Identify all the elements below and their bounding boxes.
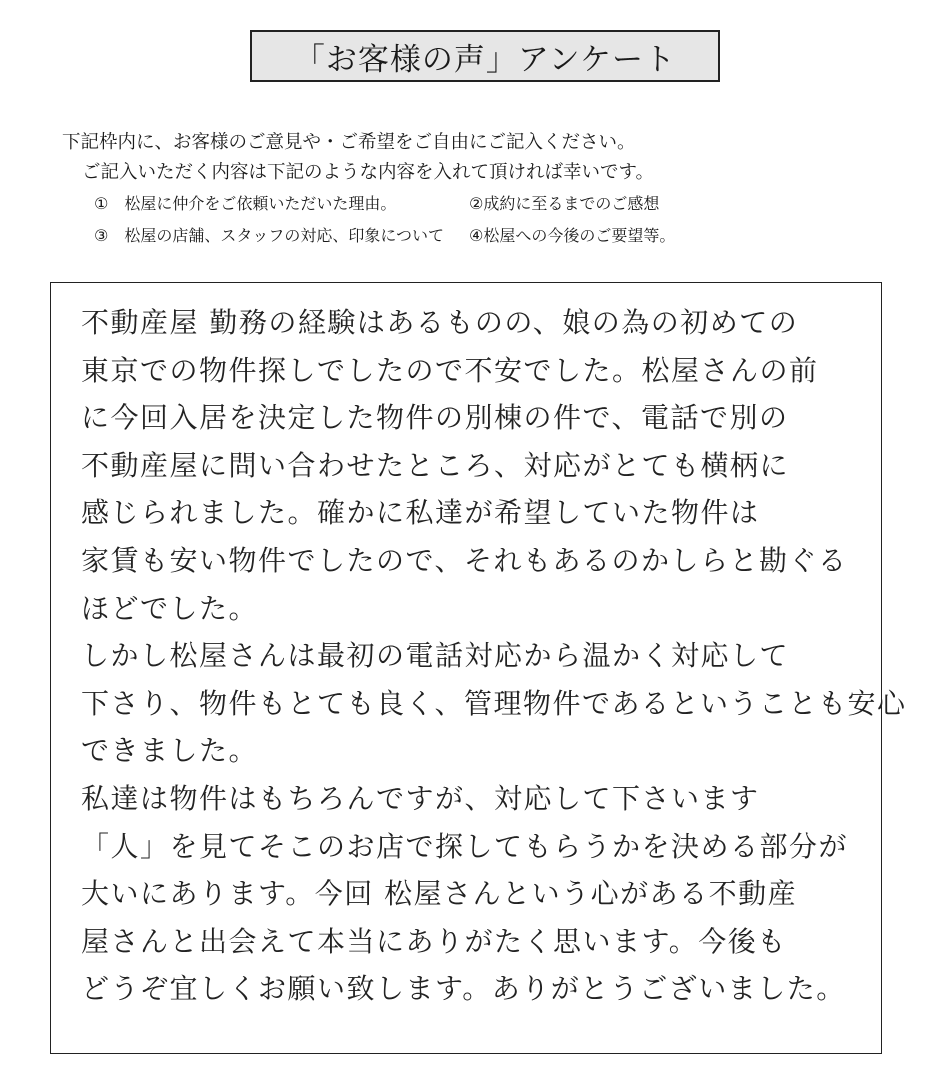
answer-line: どうぞ宜しくお願い致します。ありがとうございました。: [81, 972, 846, 1006]
answer-line: 家賃も安い物件でしたので、それもあるのかしらと勘ぐる: [81, 543, 848, 577]
page-title: 「お客様の声」アンケート: [293, 41, 677, 78]
instruction-item-4: ④松屋への今後のご要望等。: [469, 226, 676, 245]
answer-line: 不動産屋 勤務の経験はあるものの、娘の為の初めての: [81, 306, 799, 339]
instruction-item-1: ① 松屋に仲介をご依頼いただいた理由。: [94, 194, 397, 213]
instruction-item-2: ②成約に至るまでのご感想: [469, 194, 660, 213]
answer-line: ほどでした。: [81, 591, 259, 625]
answer-box: [50, 282, 907, 1054]
answer-line: しかし松屋さんは最初の電話対応から温かく対応して: [81, 639, 790, 673]
instruction-items-row-2: [62, 220, 882, 252]
answer-line: 東京での物件探しでしたので不安でした。松屋さんの前: [81, 353, 819, 387]
answer-line: 下さり、物件もとても良く、管理物件であるということも安心: [81, 686, 907, 720]
answer-line: 大いにあります。今回 松屋さんという心がある不動産: [81, 877, 798, 911]
instruction-item-3: ③ 松屋の店舗、スタッフの対応、印象について: [94, 226, 445, 245]
answer-line: できました。: [81, 734, 259, 768]
instruction-line-2: ご記入いただく内容は下記のような内容を入れて頂ければ幸いです。: [82, 162, 655, 183]
instruction-line-1: 下記枠内に、お客様のご意見や・ご希望をご自由にご記入ください。: [62, 132, 636, 153]
title-box: [250, 30, 720, 82]
instructions: [62, 128, 882, 252]
answer-line: 感じられました。確かに私達が希望していた物件は: [81, 496, 760, 530]
answer-line: に今回入居を決定した物件の別棟の件で、電話で別の: [81, 401, 789, 435]
answer-line: 「人」を見てそこのお店で探してもらうかを決める部分が: [81, 829, 849, 863]
answer-line: 屋さんと出会えて本当にありがたく思います。今後も: [81, 924, 787, 958]
instruction-items-row-1: [62, 188, 882, 220]
answer-line: 私達は物件はもちろんですが、対応して下さいます: [81, 781, 760, 815]
answer-line: 不動産屋に問い合わせたところ、対応がとても横柄に: [81, 448, 790, 482]
